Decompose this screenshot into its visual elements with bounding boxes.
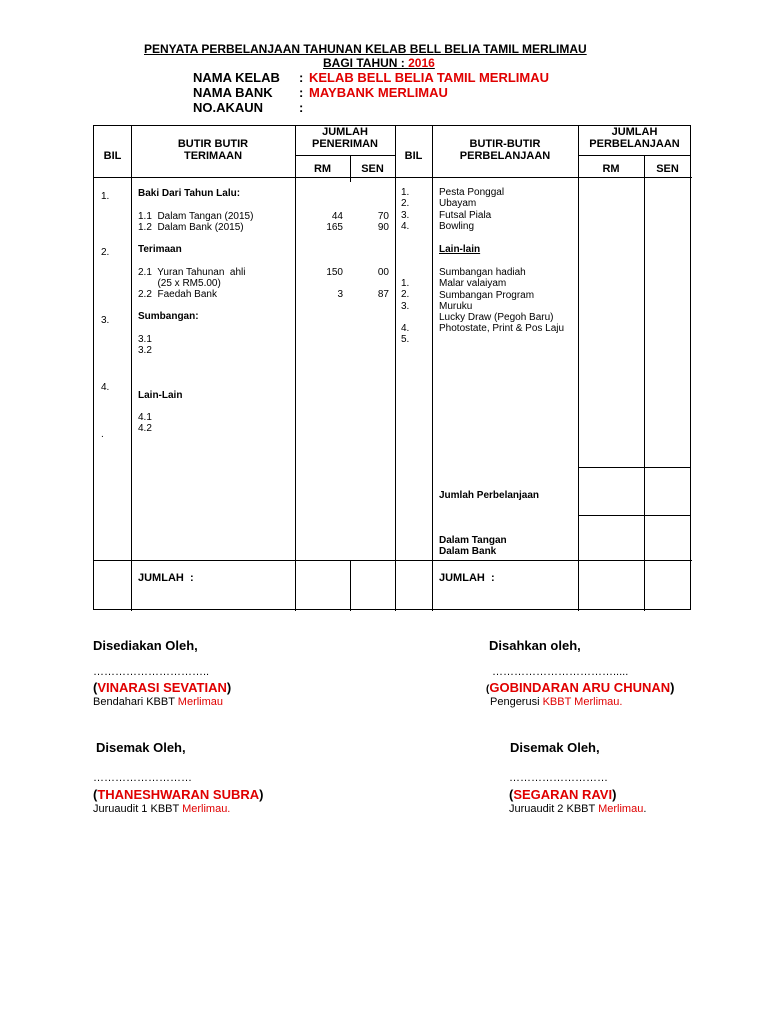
expense-item: Muruku <box>439 300 473 312</box>
sumbangan-item-1: 3.1 <box>138 334 152 345</box>
checked-2-role-suffix: . <box>643 803 647 815</box>
approved-role-prefix: Pengerusi <box>490 696 543 708</box>
baki-heading: Baki Dari Tahun Lalu: <box>138 188 241 199</box>
header-rm-right: RM <box>602 163 620 175</box>
bank-label: NAMA BANK <box>193 85 273 100</box>
baki-rm-2: 165 <box>326 222 343 233</box>
approved-signature-line: ……………………………..... <box>492 666 629 678</box>
club-colon: : <box>299 70 304 85</box>
year-line <box>323 56 435 70</box>
terimaan-item-1: 2.1 Yuran Tahunan ahli <box>138 267 246 278</box>
approved-by-label: Disahkan oleh, <box>489 638 581 653</box>
bank-value: MAYBANK MERLIMAU <box>309 85 448 100</box>
checked-2-name-text: SEGARAN RAVI <box>513 787 613 802</box>
terimaan-rm-1: 150 <box>326 267 343 278</box>
header-receipt-items: BUTIR BUTIR TERIMAAN <box>177 138 249 162</box>
right-bil-3: 3. <box>401 209 410 221</box>
footer-total-right: JUMLAH : <box>439 572 495 584</box>
terimaan-item-2: (25 x RM5.00) <box>138 278 221 289</box>
club-value: KELAB BELL BELIA TAMIL MERLIMAU <box>309 70 550 85</box>
checked-1-name-text: THANESHWARAN SUBRA <box>97 787 260 802</box>
expense-item: Malar valaiyam <box>439 278 507 290</box>
right-bil-1: 1. <box>401 187 410 198</box>
prepared-name: (VINARASI SEVATIAN) <box>93 680 232 695</box>
club-label: NAMA KELAB <box>193 70 280 85</box>
checked-2-name: (SEGARAN RAVI) <box>509 787 617 802</box>
approved-name: (GOBINDARAN ARU CHUNAN) <box>486 680 675 695</box>
checked-2-role <box>509 803 646 815</box>
checked-1-role <box>93 803 230 815</box>
sumbangan-heading: Sumbangan: <box>138 311 199 322</box>
checked-2-role-prefix: Juruaudit 2 KBBT <box>509 803 599 815</box>
right-bil-4: 4. <box>401 220 410 232</box>
baki-item-2: 1.2 Dalam Bank (2015) <box>138 222 244 233</box>
account-colon: : <box>299 100 304 115</box>
approved-role <box>490 696 622 708</box>
in-bank-label: Dalam Bank <box>439 546 497 557</box>
checked-1-name: (THANESHWARAN SUBRA) <box>93 787 264 802</box>
checked-1-role-place: Merlimau. <box>182 803 231 815</box>
total-expense-label: Jumlah Perbelanjaan <box>439 490 540 501</box>
right-bil-b5: 4. <box>401 323 410 335</box>
account-row <box>193 100 303 115</box>
year-value: 2016 <box>408 56 435 70</box>
left-bil-4: 4. <box>101 382 110 393</box>
prepared-by-label: Disediakan Oleh, <box>93 638 198 653</box>
approved-name-text: GOBINDARAN ARU CHUNAN <box>489 680 671 695</box>
terimaan-item-3: 2.2 Faedah Bank <box>138 289 217 300</box>
baki-rm-1: 44 <box>331 211 343 222</box>
expense-items-bottom <box>439 267 564 335</box>
right-bil-bottom <box>401 278 409 346</box>
terimaan-sen-1: 00 <box>377 267 389 278</box>
lainlain-left-heading: Lain-Lain <box>138 390 183 401</box>
checked-1-signature-line: ……………………… <box>93 772 192 784</box>
footer-total-left: JUMLAH : <box>138 572 194 584</box>
right-bil-b1: 1. <box>401 278 410 289</box>
left-bil-5: . <box>101 429 104 440</box>
year-label: BAGI TAHUN : <box>323 56 409 70</box>
baki-sen-2: 90 <box>377 222 389 233</box>
header-expense-total: JUMLAH PERBELANJAAN <box>589 126 680 150</box>
header-sen-right: SEN <box>656 163 679 175</box>
bank-row <box>193 85 448 100</box>
terimaan-sen-2: 87 <box>377 289 389 300</box>
approved-role-place: KBBT Merlimau. <box>542 696 623 708</box>
checked-2-signature-line: ……………………… <box>509 772 608 784</box>
left-bil-3: 3. <box>101 315 110 326</box>
expense-item: Futsal Piala <box>439 209 492 221</box>
right-bil-b3: 3. <box>401 300 410 312</box>
header-receipt-total: JUMLAH PENERIMAN <box>311 126 378 150</box>
statement-table <box>93 125 691 610</box>
prepared-role <box>93 696 223 708</box>
right-bil-b6: 5. <box>401 334 410 346</box>
prepared-role-place: Merlimau <box>177 696 224 708</box>
in-hand-label: Dalam Tangan <box>439 535 507 546</box>
baki-sen-1: 70 <box>377 211 389 222</box>
header-bil-left: BIL <box>103 150 122 162</box>
header-sen-left: SEN <box>361 163 384 175</box>
lainlain-right-heading: Lain-lain <box>439 244 481 255</box>
header-bil-right: BIL <box>404 150 423 162</box>
expense-items-top <box>439 187 504 232</box>
left-bil-1: 1. <box>101 191 110 202</box>
checked-2-role-place: Merlimau <box>598 803 644 815</box>
expense-item: Ubayam <box>439 198 477 210</box>
expense-item: Bowling <box>439 220 475 232</box>
header-rm-left: RM <box>313 163 332 175</box>
expense-item: Lucky Draw (Pegoh Baru) <box>439 312 554 324</box>
right-bil-top <box>401 187 409 232</box>
account-label: NO.AKAUN <box>193 100 264 115</box>
header-expense-items: BUTIR-BUTIR PERBELANJAAN <box>459 138 551 162</box>
checked-by-1-label: Disemak Oleh, <box>96 740 186 755</box>
club-row <box>193 70 549 85</box>
sumbangan-item-2: 3.2 <box>138 345 152 356</box>
expense-item: Sumbangan hadiah <box>439 267 526 278</box>
right-bil-b2: 2. <box>401 289 410 301</box>
lainlain-left-item-2: 4.2 <box>138 423 152 434</box>
prepared-name-text: VINARASI SEVATIAN <box>97 680 227 695</box>
baki-item-1: 1.1 Dalam Tangan (2015) <box>138 211 254 222</box>
terimaan-heading: Terimaan <box>138 244 182 255</box>
terimaan-rm-2: 3 <box>337 289 343 300</box>
expense-item: Photostate, Print & Pos Laju <box>439 323 565 335</box>
expense-item: Pesta Ponggal <box>439 187 505 198</box>
left-bil-2: 2. <box>101 247 110 258</box>
prepared-signature-line: ………………………….. <box>93 666 210 678</box>
checked-by-2-label: Disemak Oleh, <box>510 740 600 755</box>
checked-1-role-prefix: Juruaudit 1 KBBT <box>93 803 183 815</box>
right-bil-b4 <box>401 312 409 323</box>
document-title: PENYATA PERBELANJAAN TAHUNAN KELAB BELL BELIA TAMIL MERLIMAU <box>144 42 587 56</box>
bank-colon: : <box>299 85 304 100</box>
prepared-role-prefix: Bendahari KBBT <box>93 696 178 708</box>
lainlain-left-item-1: 4.1 <box>138 412 152 423</box>
right-bil-2: 2. <box>401 198 410 210</box>
expense-item: Sumbangan Program <box>439 289 535 301</box>
